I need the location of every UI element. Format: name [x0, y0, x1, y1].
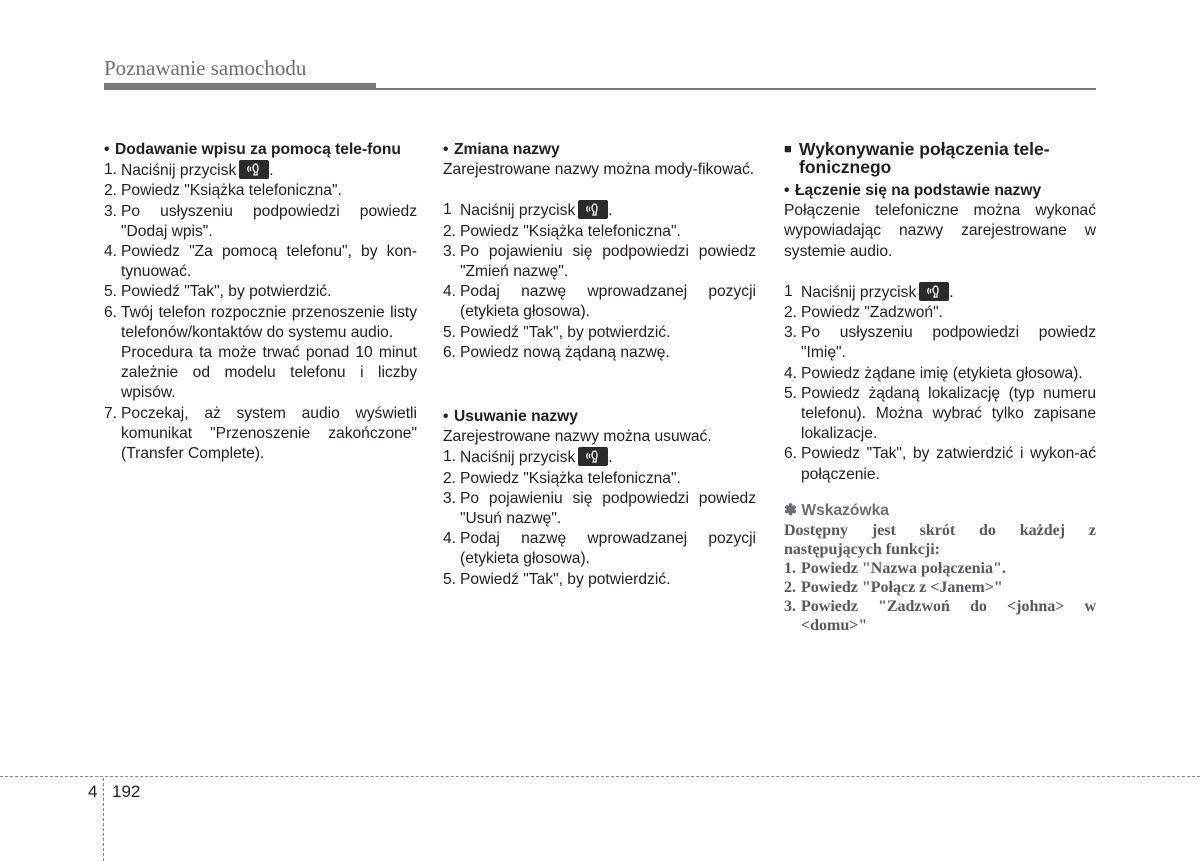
footer-vertical-divider: [103, 778, 104, 861]
list-item-note: Procedura ta może trwać ponad 10 minut zależnie od modelu telefonu i liczby wpisów.: [121, 344, 417, 402]
page-number: 192: [112, 782, 141, 801]
list-item: 1 Naciśnij przycisk .: [784, 282, 954, 301]
list-item: 5. Powiedz żądaną lokalizację (typ numeru telefonu). Można wybrać tylko zapisane lokalizacje.: [784, 384, 1096, 443]
note-intro: Dostępny jest skrót do każdej z następujących funkcji:: [784, 522, 1096, 559]
voice-recognition-button-icon: [919, 282, 949, 301]
note-title: ✽ Wskazówka: [784, 501, 889, 519]
voice-recognition-button-icon: [239, 160, 269, 179]
list-item: 4. Powiedz żądane imię (etykieta głosowa).: [784, 364, 1083, 382]
list-item: 5. Powiedź "Tak", by potwierdzić.: [443, 323, 671, 341]
list-item: 4. Podaj nazwę wprowadzanej pozycji (etykieta głosowa).: [443, 283, 756, 321]
voice-recognition-button-icon: [578, 447, 608, 466]
list-item: 2. Powiedz "Książka telefoniczna".: [104, 182, 342, 200]
note-item: 2. Powiedz "Połącz z <Janem>": [784, 579, 1003, 597]
column-left: [104, 140, 417, 464]
voice-recognition-button-icon: [578, 200, 608, 219]
list-item: 4. Powiedz "Za pomocą telefonu", by kon-tynuować.: [104, 243, 417, 281]
list-item: 1. Naciśnij przycisk .: [104, 161, 274, 180]
list-item: 6. Powiedz nową żądaną nazwę.: [443, 343, 670, 361]
list-item: 2. Powiedz "Zadzwoń".: [784, 304, 943, 322]
list-item: 3. Po usłyszeniu podpowiedzi powiedz "Dodaj wpis".: [104, 202, 417, 240]
list-item: 1. Naciśnij przycisk .: [443, 448, 613, 467]
section-heading: • Dodawanie wpisu za pomocą tele-fonu: [104, 141, 401, 158]
note-body: [784, 521, 1096, 635]
paragraph: Zarejestrowane nazwy można usuwać.: [443, 428, 712, 446]
paragraph: Połączenie telefoniczne można wykonać wypowiadając nazwy zarejestrowane w systemie audio.: [784, 202, 1096, 260]
list-item: 3. Po usłyszeniu podpowiedzi powiedz "Imię".: [784, 324, 1096, 362]
column-right: [784, 140, 1096, 635]
footer-divider: [0, 776, 1200, 777]
note-item: 1. Powiedz "Nazwa połączenia".: [784, 560, 1006, 578]
header-rule-thin: [376, 88, 1096, 90]
paragraph: Zarejestrowane nazwy można mody-fikować.: [443, 161, 755, 179]
list-item: 7. Poczekaj, aż system audio wyświetli komunikat "Przenoszenie zakończone" (Transfer Complete).: [104, 404, 417, 463]
section-heading: • Łączenie się na podstawie nazwy: [784, 182, 1042, 199]
page-header-title: Poznawanie samochodu: [104, 56, 307, 80]
list-item: 5. Powiedź "Tak", by potwierdzić.: [104, 283, 332, 301]
list-item: 3. Po pojawieniu się podpowiedzi powiedz "Usuń nazwę".: [443, 489, 756, 528]
section-heading: • Usuwanie nazwy: [443, 408, 578, 426]
list-item: 2. Powiedz "Książka telefoniczna".: [443, 469, 681, 487]
note-item: 3. Powiedz "Zadzwoń do <johna> w <domu>": [784, 598, 1096, 635]
header-rule-thick: [104, 83, 376, 90]
list-item: 4. Podaj nazwę wprowadzanej pozycji (etykieta głosowa).: [443, 530, 756, 568]
column-middle: [443, 140, 756, 590]
list-item: 2. Powiedz "Książka telefoniczna".: [443, 222, 681, 240]
chapter-number: 4: [88, 782, 98, 801]
list-item: 6. Powiedz "Tak", by zatwierdzić i wykon-ać połączenie.: [784, 445, 1096, 483]
list-item: 3. Po pojawieniu się podpowiedzi powiedz "Zmień nazwę".: [443, 242, 756, 281]
list-item: 5. Powiedź "Tak", by potwierdzić.: [443, 570, 671, 588]
list-item: 6. Twój telefon rozpocznie przenoszenie listy telefonów/kontaktów do systemu audio.: [104, 303, 417, 341]
section-heading: • Zmiana nazwy: [443, 141, 560, 158]
section-heading-main: ■ Wykonywanie połączenia tele-fonicznego: [784, 139, 1050, 177]
list-item: 1 Naciśnij przycisk .: [443, 201, 613, 220]
